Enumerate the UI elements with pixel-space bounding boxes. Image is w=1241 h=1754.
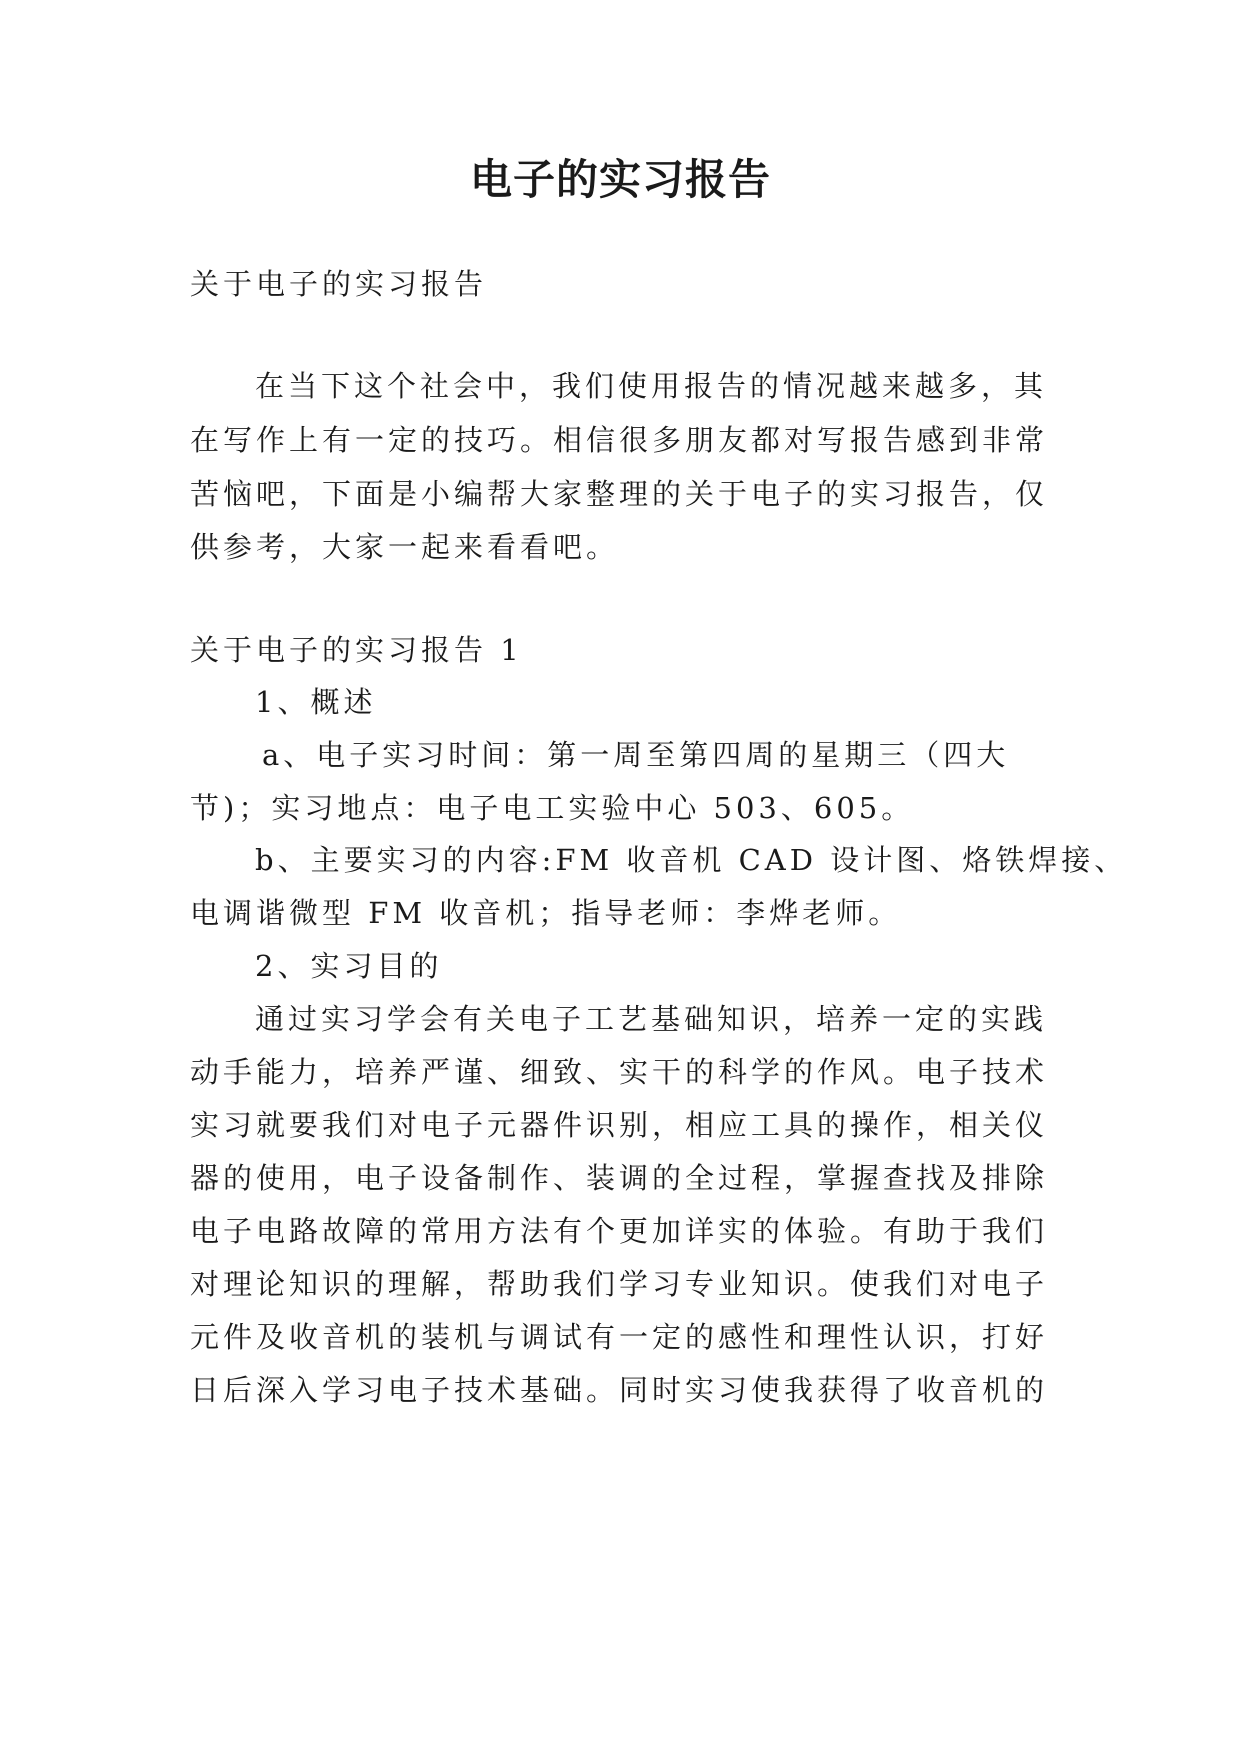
document-title: 电子的实习报告 [469, 155, 771, 204]
intro-line: 在当下这个社会中，我们使用报告的情况越来越多，其 [255, 369, 1048, 403]
purpose-line: 对理论知识的理解，帮助我们学习专业知识。使我们对电子 [190, 1267, 1049, 1301]
purpose-line: 动手能力，培养严谨、细致、实干的科学的作风。电子技术 [190, 1055, 1049, 1089]
item-a-line: 节)；实习地点：电子电工实验中心 503、605。 [190, 791, 915, 825]
overview-heading: 1、概述 [255, 685, 377, 719]
section-heading: 关于电子的实习报告 1 [190, 633, 523, 667]
intro-line: 在写作上有一定的技巧。相信很多朋友都对写报告感到非常 [190, 423, 1049, 457]
purpose-line: 电子电路故障的常用方法有个更加详实的体验。有助于我们 [190, 1214, 1049, 1248]
item-b-line: b、主要实习的内容:FM 收音机 CAD 设计图、烙铁焊接、 [255, 843, 1128, 877]
item-a-line: a、电子实习时间：第一周至第四周的星期三（四大 [262, 738, 1010, 772]
intro-line: 供参考，大家一起来看看吧。 [190, 530, 620, 564]
item-b-line: 电调谐微型 FM 收音机；指导老师：李烨老师。 [190, 896, 902, 930]
purpose-line: 器的使用，电子设备制作、装调的全过程，掌握查找及排除 [190, 1161, 1049, 1195]
purpose-line: 实习就要我们对电子元器件识别，相应工具的操作，相关仪 [190, 1108, 1049, 1142]
document-subtitle: 关于电子的实习报告 [190, 267, 488, 301]
intro-line: 苦恼吧，下面是小编帮大家整理的关于电子的实习报告，仅 [190, 477, 1049, 511]
purpose-line: 元件及收音机的装机与调试有一定的感性和理性认识，打好 [190, 1320, 1049, 1354]
purpose-heading: 2、实习目的 [255, 949, 443, 983]
purpose-line: 通过实习学会有关电子工艺基础知识，培养一定的实践 [255, 1002, 1048, 1036]
purpose-line: 日后深入学习电子技术基础。同时实习使我获得了收音机的 [190, 1373, 1049, 1407]
